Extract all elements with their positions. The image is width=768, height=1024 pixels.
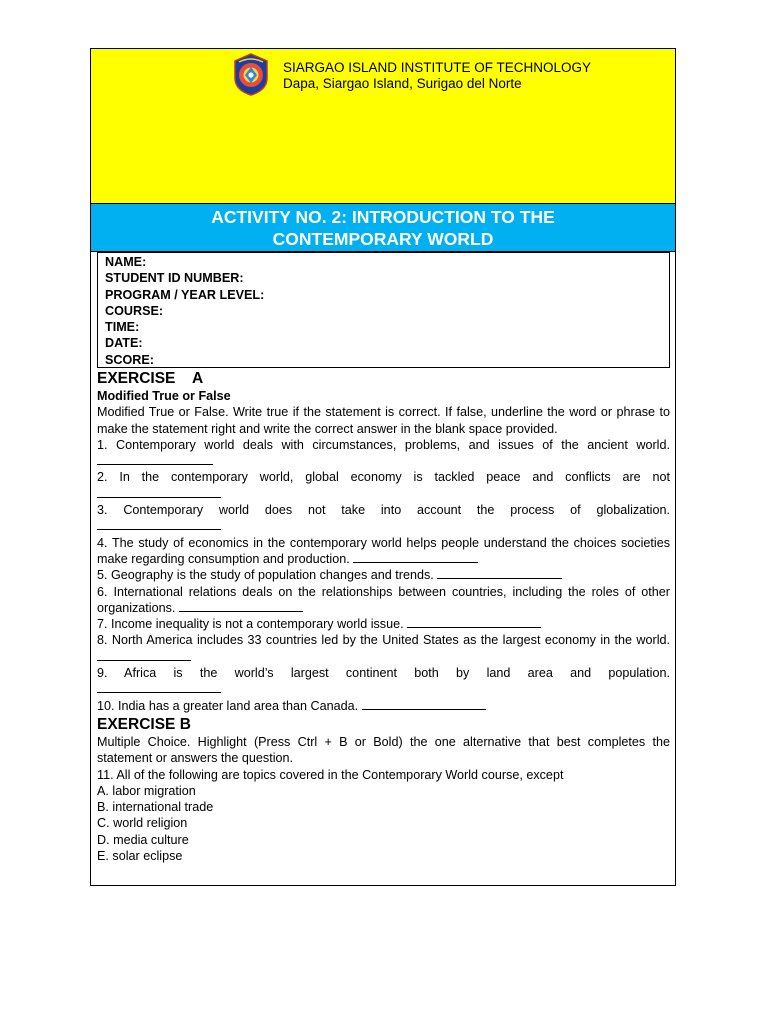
option-c[interactable]: C. world religion	[97, 816, 188, 831]
school-header	[91, 49, 675, 204]
exercise-b-title: EXERCISE B	[97, 715, 191, 733]
field-score-label: SCORE:	[105, 352, 154, 367]
school-seal-icon	[232, 52, 270, 96]
question-6	[97, 584, 670, 617]
field-name-label: NAME:	[105, 255, 147, 269]
exercise-b-instructions: Multiple Choice. Highlight (Press Ctrl + B or Bold) the one alternative that best completes the statement or answers the question.	[97, 734, 670, 766]
question-7-text: 7. Income inequality is not a contemporary world issue.	[97, 617, 404, 632]
student-info-box	[97, 252, 670, 368]
question-4-text: 4. The study of economics in the contemporary world helps people understand the choices societies make regarding consumption and production.	[97, 535, 670, 566]
field-date-label: DATE:	[105, 336, 143, 351]
question-5	[97, 567, 670, 583]
answer-line-10[interactable]	[362, 698, 486, 710]
exercise-a-title: EXERCISE A	[97, 370, 204, 387]
question-1: 1. Contemporary world deals with circumstances, problems, and issues of the ancient world.	[97, 437, 670, 452]
answer-line-9[interactable]	[97, 681, 670, 697]
activity-title-banner	[91, 204, 675, 252]
question-5-text: 5. Geography is the study of population changes and trends.	[97, 568, 434, 583]
school-name: SIARGAO ISLAND INSTITUTE OF TECHNOLOGY	[283, 60, 592, 75]
option-e[interactable]: E. solar eclipse	[97, 849, 183, 864]
answer-line-7[interactable]	[407, 616, 541, 628]
field-program-year-label: PROGRAM / YEAR LEVEL:	[105, 287, 265, 302]
question-10-text: 10. India has a greater land area than Canada.	[97, 698, 359, 713]
question-3: 3. Contemporary world does not take into account the process of globalization.	[97, 503, 670, 518]
answer-line-2[interactable]	[97, 486, 670, 502]
question-4	[97, 535, 670, 568]
answer-line-6[interactable]	[179, 600, 303, 612]
question-9: 9. Africa is the world’s largest continent both by land area and population.	[97, 666, 670, 681]
activity-sheet	[90, 48, 676, 886]
question-11: 11. All of the following are topics covered in the Contemporary World course, except	[97, 767, 564, 782]
answer-line-1[interactable]	[97, 453, 670, 469]
question-2: 2. In the contemporary world, global economy is tackled peace and conflicts are not	[97, 470, 670, 485]
answer-line-3[interactable]	[97, 518, 670, 534]
option-d[interactable]: D. media culture	[97, 832, 189, 847]
exercise-content	[97, 368, 670, 864]
exercise-a-subtitle: Modified True or False	[97, 389, 231, 403]
question-10	[97, 698, 670, 714]
school-address: Dapa, Siargao Island, Surigao del Norte	[283, 76, 522, 91]
option-b[interactable]: B. international trade	[97, 800, 214, 815]
question-7	[97, 616, 670, 632]
activity-title-line2: CONTEMPORARY WORLD	[272, 229, 494, 249]
field-course-label: COURSE:	[105, 303, 164, 318]
exercise-a-instructions: Modified True or False. Write true if the statement is correct. If false, underline the word or phrase to make the statement right and write the correct answer in the blank space provided.	[97, 405, 670, 436]
answer-line-5[interactable]	[437, 567, 562, 579]
question-8-text: 8. North America includes 33 countries led by the United States as the largest economy in the world.	[97, 633, 670, 648]
field-student-id-label: STUDENT ID NUMBER:	[105, 271, 244, 286]
activity-title-line1: ACTIVITY NO. 2: INTRODUCTION TO THE	[211, 207, 555, 227]
answer-line-8[interactable]	[97, 649, 191, 661]
field-time-label: TIME:	[105, 320, 140, 335]
question-8	[97, 632, 670, 665]
school-info	[283, 60, 591, 92]
option-a[interactable]: A. labor migration	[97, 783, 196, 798]
question-6-text: 6. International relations deals on the relationships between countries, including the roles of other organizations.	[97, 584, 670, 615]
answer-line-4[interactable]	[353, 551, 478, 563]
